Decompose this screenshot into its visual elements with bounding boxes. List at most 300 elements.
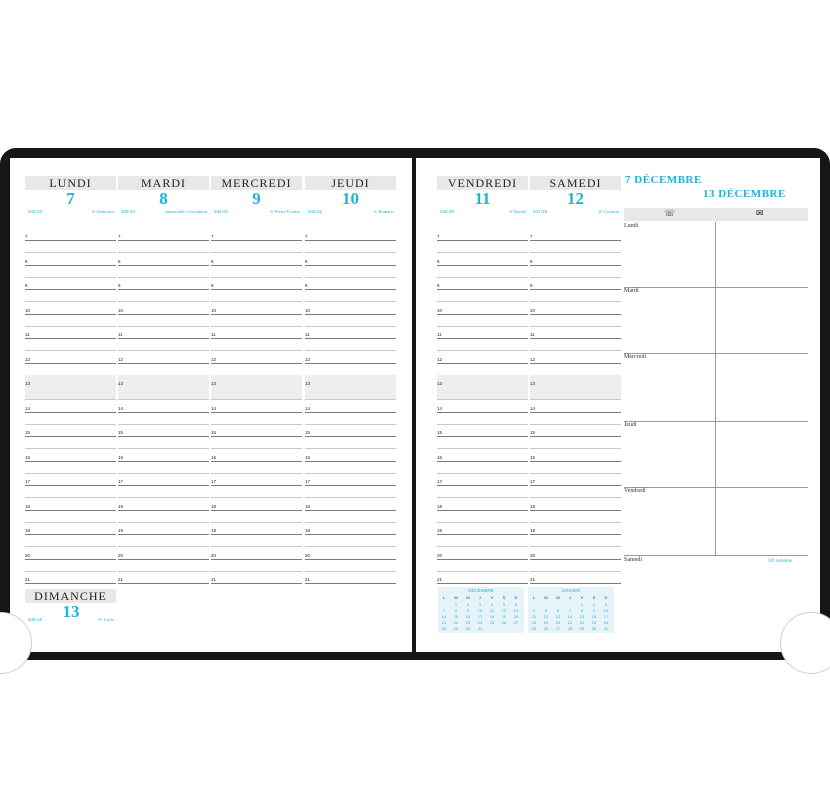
time-slot[interactable] bbox=[305, 314, 396, 327]
time-slot[interactable] bbox=[25, 547, 116, 560]
time-slot[interactable] bbox=[118, 571, 209, 584]
hour-label: 20 bbox=[305, 552, 311, 558]
time-slot[interactable] bbox=[305, 461, 396, 474]
time-slot[interactable] bbox=[530, 351, 621, 364]
calendar-date: 20 bbox=[555, 620, 561, 625]
time-slot[interactable] bbox=[437, 363, 528, 376]
hour-label: 16 bbox=[437, 454, 443, 460]
hour-label: 11 bbox=[25, 332, 30, 337]
time-slot[interactable] bbox=[211, 351, 302, 364]
time-slot[interactable] bbox=[437, 522, 528, 535]
calendar-date: 18 bbox=[531, 620, 537, 625]
time-slot[interactable] bbox=[437, 436, 528, 449]
time-slot[interactable] bbox=[118, 314, 209, 327]
mini-calendar bbox=[438, 587, 524, 633]
time-slot[interactable] bbox=[437, 461, 528, 474]
hour-label: 21 bbox=[211, 577, 217, 582]
time-slot[interactable] bbox=[305, 571, 396, 584]
time-slot[interactable] bbox=[211, 387, 302, 400]
hour-label: 8 bbox=[437, 258, 440, 264]
hour-label: 7 bbox=[118, 234, 121, 239]
time-slot[interactable] bbox=[25, 473, 116, 486]
time-slot[interactable] bbox=[118, 449, 209, 462]
page-corner-right bbox=[780, 612, 830, 674]
calendar-date: 11 bbox=[531, 614, 537, 619]
hour-label: 13 bbox=[530, 381, 536, 386]
time-slot[interactable] bbox=[305, 449, 396, 462]
time-slot[interactable] bbox=[437, 473, 528, 486]
time-slot[interactable] bbox=[118, 302, 209, 315]
hour-label: 15 bbox=[211, 430, 217, 435]
hour-label: 11 bbox=[305, 332, 310, 337]
time-slot[interactable] bbox=[118, 289, 209, 302]
hour-label: 9 bbox=[211, 283, 214, 288]
time-slot[interactable] bbox=[25, 253, 116, 266]
hour-label: 21 bbox=[530, 577, 536, 582]
time-slot[interactable] bbox=[530, 547, 621, 560]
time-slot[interactable] bbox=[118, 547, 209, 560]
time-slot[interactable] bbox=[530, 265, 621, 278]
calendar-date: 25 bbox=[531, 626, 537, 631]
time-slot[interactable] bbox=[437, 534, 528, 547]
time-slot[interactable] bbox=[437, 412, 528, 425]
time-slot[interactable] bbox=[211, 571, 302, 584]
hour-label: 10 bbox=[437, 307, 443, 313]
hour-label: 16 bbox=[530, 454, 536, 460]
calendar-date: 31 bbox=[603, 626, 609, 631]
time-slot[interactable] bbox=[118, 510, 209, 523]
calendar-date: 3 bbox=[604, 602, 608, 607]
time-slot[interactable] bbox=[211, 240, 302, 253]
time-slot[interactable] bbox=[437, 265, 528, 278]
time-slot[interactable] bbox=[530, 559, 621, 572]
day-number: 10 bbox=[342, 189, 359, 208]
day-name: LUNDI bbox=[25, 176, 116, 190]
day-number: 12 bbox=[567, 189, 584, 208]
time-slot[interactable] bbox=[211, 326, 302, 339]
weekday-header: D bbox=[514, 595, 518, 600]
time-slot[interactable] bbox=[437, 571, 528, 584]
time-slot[interactable] bbox=[118, 375, 209, 388]
time-slot[interactable] bbox=[25, 424, 116, 437]
hour-label: 19 bbox=[118, 528, 124, 533]
calendar-date: 20 bbox=[513, 614, 519, 619]
time-slot[interactable] bbox=[305, 240, 396, 253]
time-slot[interactable] bbox=[25, 302, 116, 315]
time-slot[interactable] bbox=[118, 412, 209, 425]
weekday-header: J bbox=[479, 595, 481, 600]
time-slot[interactable] bbox=[530, 412, 621, 425]
time-slot[interactable] bbox=[305, 534, 396, 547]
time-slot[interactable] bbox=[437, 338, 528, 351]
time-slot[interactable] bbox=[25, 412, 116, 425]
time-slot[interactable] bbox=[530, 314, 621, 327]
time-slot[interactable] bbox=[25, 498, 116, 511]
time-slot[interactable] bbox=[211, 412, 302, 425]
time-slot[interactable] bbox=[305, 559, 396, 572]
time-slot[interactable] bbox=[437, 510, 528, 523]
time-slot[interactable] bbox=[305, 522, 396, 535]
calendar-date: 16 bbox=[465, 614, 471, 619]
time-slot[interactable] bbox=[118, 326, 209, 339]
time-slot[interactable] bbox=[25, 436, 116, 449]
hour-label: 10 bbox=[25, 307, 31, 313]
day-of-year: 344-22 bbox=[214, 209, 229, 214]
week-note-label: Lundi bbox=[624, 223, 639, 229]
time-slot[interactable] bbox=[437, 228, 528, 241]
time-slot[interactable] bbox=[118, 265, 209, 278]
week-start-title: 7 DÉCEMBRE bbox=[625, 174, 702, 186]
hour-label: 17 bbox=[305, 479, 311, 484]
time-slot[interactable] bbox=[530, 253, 621, 266]
time-slot[interactable] bbox=[437, 424, 528, 437]
time-slot[interactable] bbox=[305, 473, 396, 486]
time-slot[interactable] bbox=[118, 473, 209, 486]
time-slot[interactable] bbox=[530, 485, 621, 498]
time-slot[interactable] bbox=[530, 522, 621, 535]
calendar-date: 2 bbox=[592, 602, 596, 607]
time-slot[interactable] bbox=[118, 240, 209, 253]
time-slot[interactable] bbox=[118, 559, 209, 572]
time-slot[interactable] bbox=[25, 510, 116, 523]
time-slot[interactable] bbox=[25, 522, 116, 535]
calendar-date: 6 bbox=[514, 602, 518, 607]
calendar-date: 30 bbox=[591, 626, 597, 631]
time-slot[interactable] bbox=[530, 289, 621, 302]
time-slot[interactable] bbox=[211, 436, 302, 449]
calendar-date: 28 bbox=[441, 626, 447, 631]
hour-label: 12 bbox=[211, 356, 217, 362]
time-slot[interactable] bbox=[211, 473, 302, 486]
time-slot[interactable] bbox=[211, 559, 302, 572]
time-slot[interactable] bbox=[211, 522, 302, 535]
time-slot[interactable] bbox=[25, 400, 116, 413]
hour-label: 9 bbox=[305, 283, 308, 288]
hour-label: 20 bbox=[530, 552, 536, 558]
time-slot[interactable] bbox=[25, 277, 116, 290]
time-slot[interactable] bbox=[211, 375, 302, 388]
time-slot[interactable] bbox=[25, 351, 116, 364]
week-note-label: Mardi bbox=[624, 288, 639, 294]
time-slot[interactable] bbox=[305, 510, 396, 523]
time-slot[interactable] bbox=[211, 228, 302, 241]
contact-icon-bar bbox=[624, 208, 808, 221]
hour-label: 9 bbox=[437, 283, 440, 288]
time-slot[interactable] bbox=[305, 363, 396, 376]
calendar-date: 26 bbox=[543, 626, 549, 631]
time-slot[interactable] bbox=[530, 326, 621, 339]
time-slot[interactable] bbox=[25, 314, 116, 327]
calendar-date: 19 bbox=[501, 614, 507, 619]
time-slot[interactable] bbox=[437, 314, 528, 327]
time-slot[interactable] bbox=[437, 289, 528, 302]
hour-label: 15 bbox=[530, 430, 536, 435]
hour-label: 14 bbox=[118, 405, 124, 411]
time-slot[interactable] bbox=[211, 338, 302, 351]
time-slot[interactable] bbox=[305, 547, 396, 560]
mini-calendar bbox=[528, 587, 614, 633]
calendar-date: 23 bbox=[465, 620, 471, 625]
time-slot[interactable] bbox=[305, 265, 396, 278]
time-slot[interactable] bbox=[530, 228, 621, 241]
weekday-header: D bbox=[604, 595, 608, 600]
time-slot[interactable] bbox=[530, 375, 621, 388]
calendar-date: 28 bbox=[567, 626, 573, 631]
weekday-header: V bbox=[490, 595, 494, 600]
time-slot[interactable] bbox=[25, 289, 116, 302]
time-slot[interactable] bbox=[437, 240, 528, 253]
time-slot[interactable] bbox=[211, 485, 302, 498]
week-note-block[interactable] bbox=[624, 421, 808, 488]
hour-label: 9 bbox=[25, 283, 28, 288]
calendar-date: 6 bbox=[556, 608, 560, 613]
calendar-date: 7 bbox=[442, 608, 446, 613]
time-slot[interactable] bbox=[211, 277, 302, 290]
time-slot[interactable] bbox=[305, 424, 396, 437]
time-slot[interactable] bbox=[530, 571, 621, 584]
time-slot[interactable] bbox=[25, 461, 116, 474]
time-slot[interactable] bbox=[530, 436, 621, 449]
time-slot[interactable] bbox=[437, 449, 528, 462]
time-slot[interactable] bbox=[530, 449, 621, 462]
time-slot[interactable] bbox=[25, 571, 116, 584]
hour-label: 10 bbox=[211, 307, 217, 313]
time-slot[interactable] bbox=[530, 338, 621, 351]
calendar-date: 19 bbox=[543, 620, 549, 625]
time-slot[interactable] bbox=[437, 498, 528, 511]
time-slot[interactable] bbox=[305, 387, 396, 400]
weekday-header: M bbox=[556, 595, 560, 600]
time-slot[interactable] bbox=[211, 547, 302, 560]
time-slot[interactable] bbox=[211, 510, 302, 523]
time-slot[interactable] bbox=[25, 375, 116, 388]
calendar-date: 27 bbox=[555, 626, 561, 631]
time-slot[interactable] bbox=[305, 351, 396, 364]
hour-label: 21 bbox=[437, 577, 443, 582]
hour-label: 18 bbox=[211, 503, 217, 509]
time-slot[interactable] bbox=[118, 277, 209, 290]
calendar-date: 4 bbox=[490, 602, 494, 607]
week-note-label: Vendredi bbox=[624, 488, 646, 494]
time-slot[interactable] bbox=[305, 375, 396, 388]
hour-label: 7 bbox=[305, 234, 308, 239]
hour-label: 14 bbox=[305, 405, 311, 411]
time-slot[interactable] bbox=[437, 547, 528, 560]
mail-icon: ✉ bbox=[756, 209, 764, 219]
hour-label: 20 bbox=[118, 552, 124, 558]
time-slot[interactable] bbox=[211, 265, 302, 278]
weekday-header: M bbox=[466, 595, 470, 600]
time-slot[interactable] bbox=[305, 485, 396, 498]
time-slot[interactable] bbox=[437, 387, 528, 400]
time-slot[interactable] bbox=[530, 510, 621, 523]
hour-label: 11 bbox=[530, 332, 535, 337]
time-slot[interactable] bbox=[530, 461, 621, 474]
day-number: 8 bbox=[159, 189, 168, 208]
time-slot[interactable] bbox=[437, 559, 528, 572]
time-slot[interactable] bbox=[118, 253, 209, 266]
time-slot[interactable] bbox=[118, 485, 209, 498]
time-slot[interactable] bbox=[118, 228, 209, 241]
week-note-block[interactable] bbox=[624, 222, 808, 288]
week-note-block[interactable] bbox=[624, 487, 808, 556]
calendar-date: 15 bbox=[579, 614, 585, 619]
time-slot[interactable] bbox=[118, 424, 209, 437]
time-slot[interactable] bbox=[305, 498, 396, 511]
time-slot[interactable] bbox=[118, 436, 209, 449]
time-slot[interactable] bbox=[118, 338, 209, 351]
time-slot[interactable] bbox=[530, 473, 621, 486]
calendar-date: 25 bbox=[489, 620, 495, 625]
time-slot[interactable] bbox=[118, 400, 209, 413]
hour-label: 12 bbox=[530, 356, 536, 362]
calendar-date: 22 bbox=[579, 620, 585, 625]
time-slot[interactable] bbox=[118, 363, 209, 376]
calendar-date: 5 bbox=[544, 608, 548, 613]
time-slot[interactable] bbox=[530, 498, 621, 511]
time-slot[interactable] bbox=[305, 228, 396, 241]
saint-name: Sᵗ Daniel bbox=[509, 209, 526, 214]
time-slot[interactable] bbox=[118, 387, 209, 400]
time-slot[interactable] bbox=[118, 498, 209, 511]
calendar-date: 31 bbox=[477, 626, 483, 631]
time-slot[interactable] bbox=[437, 375, 528, 388]
hour-label: 14 bbox=[25, 405, 31, 411]
day-name: VENDREDI bbox=[437, 176, 528, 190]
hour-label: 16 bbox=[211, 454, 217, 460]
mini-calendar-month: DÉCEMBRE bbox=[468, 588, 494, 593]
weekday-header: M bbox=[454, 595, 458, 600]
weekday-header: V bbox=[580, 595, 584, 600]
time-slot[interactable] bbox=[25, 559, 116, 572]
weekday-header: J bbox=[569, 595, 571, 600]
time-slot[interactable] bbox=[211, 289, 302, 302]
hour-label: 21 bbox=[305, 577, 311, 582]
time-slot[interactable] bbox=[211, 461, 302, 474]
hour-label: 13 bbox=[305, 381, 311, 386]
time-slot[interactable] bbox=[211, 363, 302, 376]
calendar-date: 17 bbox=[603, 614, 609, 619]
time-slot[interactable] bbox=[25, 387, 116, 400]
time-slot[interactable] bbox=[305, 400, 396, 413]
time-slot[interactable] bbox=[25, 485, 116, 498]
time-slot[interactable] bbox=[530, 387, 621, 400]
hour-label: 13 bbox=[211, 381, 217, 386]
time-slot[interactable] bbox=[211, 253, 302, 266]
time-slot[interactable] bbox=[530, 400, 621, 413]
hour-label: 11 bbox=[211, 332, 216, 337]
hour-label: 20 bbox=[25, 552, 31, 558]
calendar-date: 30 bbox=[465, 626, 471, 631]
calendar-date: 17 bbox=[477, 614, 483, 619]
time-slot[interactable] bbox=[25, 363, 116, 376]
time-slot[interactable] bbox=[118, 534, 209, 547]
hour-label: 8 bbox=[211, 258, 214, 264]
time-slot[interactable] bbox=[25, 338, 116, 351]
day-name: JEUDI bbox=[305, 176, 396, 190]
calendar-date: 13 bbox=[513, 608, 519, 613]
week-note-block[interactable] bbox=[624, 353, 808, 422]
week-note-block[interactable] bbox=[624, 287, 808, 354]
day-number: 11 bbox=[474, 189, 491, 208]
calendar-date: 8 bbox=[580, 608, 584, 613]
time-slot[interactable] bbox=[25, 228, 116, 241]
hour-label: 13 bbox=[437, 381, 443, 386]
time-slot[interactable] bbox=[305, 302, 396, 315]
time-slot[interactable] bbox=[305, 277, 396, 290]
time-slot[interactable] bbox=[25, 449, 116, 462]
time-slot[interactable] bbox=[437, 400, 528, 413]
time-slot[interactable] bbox=[530, 240, 621, 253]
time-slot[interactable] bbox=[305, 326, 396, 339]
time-slot[interactable] bbox=[25, 265, 116, 278]
hour-label: 11 bbox=[437, 332, 442, 337]
time-slot[interactable] bbox=[211, 498, 302, 511]
time-slot[interactable] bbox=[305, 412, 396, 425]
hour-label: 17 bbox=[25, 479, 31, 484]
hour-label: 16 bbox=[25, 454, 31, 460]
day-of-year: 345-21 bbox=[308, 209, 323, 214]
saturday-note-label: Samedi bbox=[624, 557, 642, 563]
time-slot[interactable] bbox=[25, 240, 116, 253]
time-slot[interactable] bbox=[437, 326, 528, 339]
calendar-date: 21 bbox=[567, 620, 573, 625]
time-slot[interactable] bbox=[211, 534, 302, 547]
time-slot[interactable] bbox=[530, 534, 621, 547]
calendar-date: 14 bbox=[567, 614, 573, 619]
time-slot[interactable] bbox=[437, 277, 528, 290]
time-slot[interactable] bbox=[437, 253, 528, 266]
calendar-date: 22 bbox=[453, 620, 459, 625]
weekday-header: L bbox=[442, 595, 446, 600]
time-slot[interactable] bbox=[530, 363, 621, 376]
time-slot[interactable] bbox=[25, 534, 116, 547]
hour-label: 21 bbox=[118, 577, 124, 582]
time-slot[interactable] bbox=[118, 351, 209, 364]
hour-label: 12 bbox=[118, 356, 124, 362]
time-slot[interactable] bbox=[211, 302, 302, 315]
time-slot[interactable] bbox=[437, 351, 528, 364]
hour-label: 14 bbox=[211, 405, 217, 411]
time-slot[interactable] bbox=[211, 424, 302, 437]
time-slot[interactable] bbox=[25, 326, 116, 339]
time-slot[interactable] bbox=[118, 461, 209, 474]
hour-label: 20 bbox=[437, 552, 443, 558]
time-slot[interactable] bbox=[437, 485, 528, 498]
time-slot[interactable] bbox=[305, 289, 396, 302]
time-slot[interactable] bbox=[211, 400, 302, 413]
time-slot[interactable] bbox=[530, 302, 621, 315]
time-slot[interactable] bbox=[211, 314, 302, 327]
time-slot[interactable] bbox=[118, 522, 209, 535]
time-slot[interactable] bbox=[305, 436, 396, 449]
time-slot[interactable] bbox=[211, 449, 302, 462]
time-slot[interactable] bbox=[530, 424, 621, 437]
hour-label: 17 bbox=[530, 479, 536, 484]
hour-label: 19 bbox=[437, 528, 443, 533]
calendar-date: 10 bbox=[603, 608, 609, 613]
time-slot[interactable] bbox=[530, 277, 621, 290]
time-slot[interactable] bbox=[305, 253, 396, 266]
hour-label: 11 bbox=[118, 332, 123, 337]
time-slot[interactable] bbox=[437, 302, 528, 315]
saint-name: Sᵗ Pierre Fourier bbox=[270, 209, 300, 214]
hour-label: 14 bbox=[530, 405, 536, 411]
time-slot[interactable] bbox=[305, 338, 396, 351]
hour-label: 18 bbox=[25, 503, 31, 509]
hour-label: 8 bbox=[25, 258, 28, 264]
hour-label: 9 bbox=[530, 283, 533, 288]
